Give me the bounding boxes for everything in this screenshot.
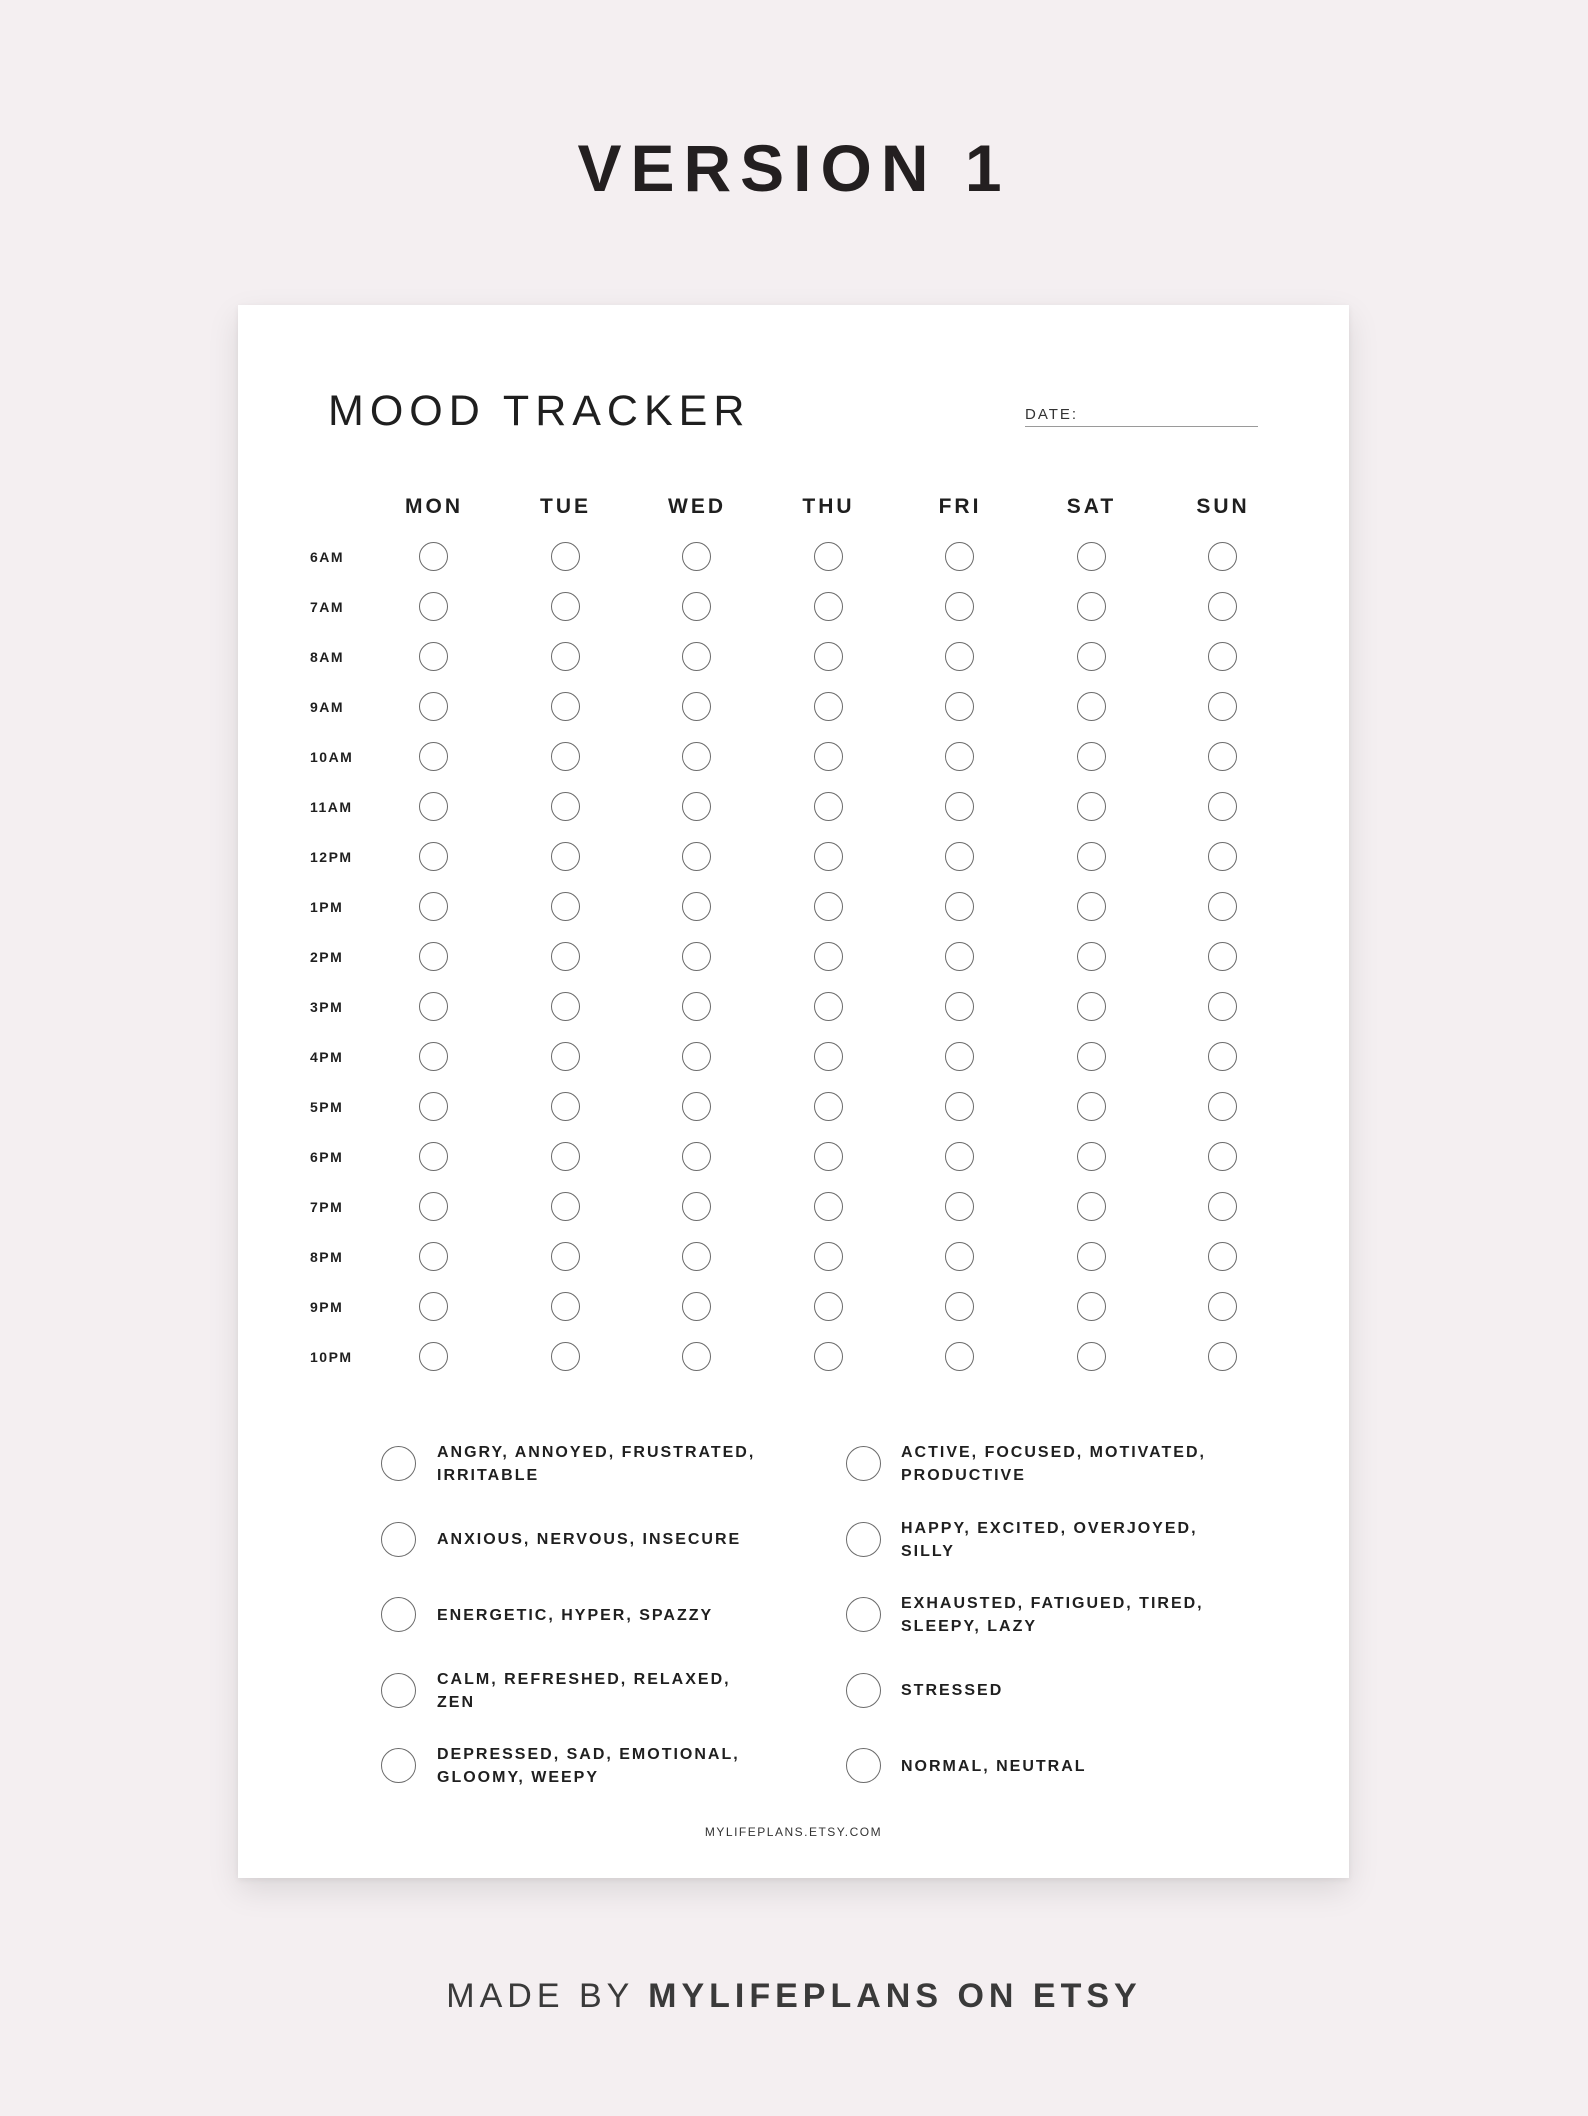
mood-circle-fri-8pm[interactable] bbox=[945, 1242, 974, 1271]
legend-circle[interactable] bbox=[846, 1597, 881, 1632]
mood-circle-thu-9pm[interactable] bbox=[814, 1292, 843, 1321]
mood-circle-mon-1pm[interactable] bbox=[419, 892, 448, 921]
mood-circle-wed-8pm[interactable] bbox=[682, 1242, 711, 1271]
mood-circle-wed-3pm[interactable] bbox=[682, 992, 711, 1021]
mood-circle-tue-5pm[interactable] bbox=[551, 1092, 580, 1121]
mood-circle-thu-1pm[interactable] bbox=[814, 892, 843, 921]
mood-circle-thu-4pm[interactable] bbox=[814, 1042, 843, 1071]
time-label-3pm: 3PM bbox=[310, 999, 344, 1015]
mood-circle-sat-7pm[interactable] bbox=[1077, 1192, 1106, 1221]
mood-circle-wed-5pm[interactable] bbox=[682, 1092, 711, 1121]
mood-circle-thu-7am[interactable] bbox=[814, 592, 843, 621]
footer-brand: MYLIFEPLANS ON ETSY bbox=[648, 1977, 1142, 2015]
mood-circle-sat-11am[interactable] bbox=[1077, 792, 1106, 821]
mood-circle-fri-12pm[interactable] bbox=[945, 842, 974, 871]
legend-label-line: GLOOMY, WEEPY bbox=[437, 1769, 600, 1786]
time-label-9am: 9AM bbox=[310, 699, 345, 715]
mood-circle-sat-10pm[interactable] bbox=[1077, 1342, 1106, 1371]
mood-circle-sun-4pm[interactable] bbox=[1208, 1042, 1237, 1071]
time-label-9pm: 9PM bbox=[310, 1299, 344, 1315]
mood-circle-sat-5pm[interactable] bbox=[1077, 1092, 1106, 1121]
time-label-7pm: 7PM bbox=[310, 1199, 344, 1215]
time-label-4pm: 4PM bbox=[310, 1049, 344, 1065]
legend-label bbox=[901, 1592, 1241, 1638]
legend-label-line: HAPPY, EXCITED, OVERJOYED, bbox=[901, 1519, 1198, 1537]
legend-label-line: ACTIVE, FOCUSED, MOTIVATED, bbox=[901, 1444, 1206, 1461]
mood-circle-thu-9am[interactable] bbox=[814, 692, 843, 721]
mood-circle-tue-3pm[interactable] bbox=[551, 992, 580, 1021]
mood-circle-wed-9am[interactable] bbox=[682, 692, 711, 721]
mood-circle-thu-6pm[interactable] bbox=[814, 1142, 843, 1171]
mood-circle-sun-1pm[interactable] bbox=[1208, 892, 1237, 921]
time-label-7am: 7AM bbox=[310, 599, 345, 615]
mood-circle-thu-10pm[interactable] bbox=[814, 1342, 843, 1371]
mood-circle-sat-10am[interactable] bbox=[1077, 742, 1106, 771]
mood-circle-sun-12pm[interactable] bbox=[1208, 842, 1237, 871]
time-label-2pm: 2PM bbox=[310, 949, 344, 965]
time-label-5pm: 5PM bbox=[310, 1099, 344, 1115]
legend-label bbox=[901, 1441, 1241, 1487]
mood-circle-sat-8am[interactable] bbox=[1077, 642, 1106, 671]
mood-circle-tue-6pm[interactable] bbox=[551, 1142, 580, 1171]
day-header-sat: SAT bbox=[1066, 495, 1117, 518]
time-label-8pm: 8PM bbox=[310, 1249, 344, 1265]
legend-circle[interactable] bbox=[846, 1522, 881, 1557]
footer-credit bbox=[0, 1977, 1588, 2016]
day-header-thu: THU bbox=[802, 495, 855, 518]
mood-circle-sat-6am[interactable] bbox=[1077, 542, 1106, 571]
legend-label bbox=[901, 1755, 1241, 1778]
mood-circle-wed-6am[interactable] bbox=[682, 542, 711, 571]
mood-circle-mon-4pm[interactable] bbox=[419, 1042, 448, 1071]
mood-circle-sun-6am[interactable] bbox=[1208, 542, 1237, 571]
mood-circle-wed-8am[interactable] bbox=[682, 642, 711, 671]
mood-circle-mon-12pm[interactable] bbox=[419, 842, 448, 871]
mood-circle-fri-9am[interactable] bbox=[945, 692, 974, 721]
mood-circle-fri-11am[interactable] bbox=[945, 792, 974, 821]
mood-circle-sun-7am[interactable] bbox=[1208, 592, 1237, 621]
mood-circle-mon-7pm[interactable] bbox=[419, 1192, 448, 1221]
mood-circle-thu-7pm[interactable] bbox=[814, 1192, 843, 1221]
mood-circle-wed-10pm[interactable] bbox=[682, 1342, 711, 1371]
mood-circle-sun-9pm[interactable] bbox=[1208, 1292, 1237, 1321]
mood-circle-sat-6pm[interactable] bbox=[1077, 1142, 1106, 1171]
time-label-6pm: 6PM bbox=[310, 1149, 344, 1165]
legend-circle[interactable] bbox=[381, 1673, 416, 1708]
mood-circle-thu-2pm[interactable] bbox=[814, 942, 843, 971]
day-header-mon: MON bbox=[405, 495, 463, 518]
time-label-1pm: 1PM bbox=[310, 899, 344, 915]
mood-circle-tue-6am[interactable] bbox=[551, 542, 580, 571]
mood-circle-thu-3pm[interactable] bbox=[814, 992, 843, 1021]
legend-label-line: DEPRESSED, SAD, EMOTIONAL, bbox=[437, 1746, 740, 1763]
mood-circle-mon-2pm[interactable] bbox=[419, 942, 448, 971]
mood-circle-mon-6am[interactable] bbox=[419, 542, 448, 571]
day-header-wed: WED bbox=[668, 495, 726, 518]
mood-circle-wed-2pm[interactable] bbox=[682, 942, 711, 971]
mood-circle-tue-1pm[interactable] bbox=[551, 892, 580, 921]
mood-circle-tue-7am[interactable] bbox=[551, 592, 580, 621]
mood-circle-thu-8am[interactable] bbox=[814, 642, 843, 671]
mood-circle-sun-10pm[interactable] bbox=[1208, 1342, 1237, 1371]
mood-circle-sat-12pm[interactable] bbox=[1077, 842, 1106, 871]
mood-circle-mon-7am[interactable] bbox=[419, 592, 448, 621]
mood-circle-fri-6pm[interactable] bbox=[945, 1142, 974, 1171]
legend-circle[interactable] bbox=[381, 1446, 416, 1481]
legend-label-line: SLEEPY, LAZY bbox=[901, 1618, 1038, 1635]
mood-circle-fri-4pm[interactable] bbox=[945, 1042, 974, 1071]
mood-circle-sat-9am[interactable] bbox=[1077, 692, 1106, 721]
legend-label-line: IRRITABLE bbox=[437, 1467, 540, 1484]
day-header-sun: SUN bbox=[1196, 495, 1250, 518]
mood-circle-sun-2pm[interactable] bbox=[1208, 942, 1237, 971]
mood-circle-tue-10am[interactable] bbox=[551, 742, 580, 771]
mood-circle-wed-1pm[interactable] bbox=[682, 892, 711, 921]
legend-label-line: PRODUCTIVE bbox=[901, 1467, 1026, 1484]
mood-circle-thu-12pm[interactable] bbox=[814, 842, 843, 871]
mood-circle-mon-8am[interactable] bbox=[419, 642, 448, 671]
time-label-12pm: 12PM bbox=[310, 849, 353, 865]
mood-circle-thu-5pm[interactable] bbox=[814, 1092, 843, 1121]
legend-label-line: ANGRY, ANNOYED, FRUSTRATED, bbox=[437, 1444, 756, 1461]
mood-circle-wed-7am[interactable] bbox=[682, 592, 711, 621]
mood-circle-sat-7am[interactable] bbox=[1077, 592, 1106, 621]
mood-circle-mon-10pm[interactable] bbox=[419, 1342, 448, 1371]
mood-circle-wed-6pm[interactable] bbox=[682, 1142, 711, 1171]
time-label-10pm: 10PM bbox=[310, 1349, 353, 1365]
legend-circle[interactable] bbox=[381, 1597, 416, 1632]
mood-circle-wed-4pm[interactable] bbox=[682, 1042, 711, 1071]
mood-circle-wed-10am[interactable] bbox=[682, 742, 711, 771]
time-label-11am: 11AM bbox=[310, 799, 353, 815]
legend-circle[interactable] bbox=[846, 1446, 881, 1481]
legend-label bbox=[901, 1679, 1241, 1702]
mood-circle-tue-9am[interactable] bbox=[551, 692, 580, 721]
mood-circle-sat-8pm[interactable] bbox=[1077, 1242, 1106, 1271]
mood-circle-sun-5pm[interactable] bbox=[1208, 1092, 1237, 1121]
mood-circle-sun-6pm[interactable] bbox=[1208, 1142, 1237, 1171]
mood-circle-sun-8am[interactable] bbox=[1208, 642, 1237, 671]
footer-prefix: MADE BY bbox=[446, 1977, 634, 2015]
legend-circle[interactable] bbox=[846, 1748, 881, 1783]
legend-label-line: ANXIOUS, NERVOUS, INSECURE bbox=[437, 1531, 742, 1548]
legend-label bbox=[437, 1604, 777, 1627]
mood-circle-sun-8pm[interactable] bbox=[1208, 1242, 1237, 1271]
mood-circle-fri-7am[interactable] bbox=[945, 592, 974, 621]
mood-circle-sat-4pm[interactable] bbox=[1077, 1042, 1106, 1071]
mood-circle-mon-10am[interactable] bbox=[419, 742, 448, 771]
mood-circle-sun-7pm[interactable] bbox=[1208, 1192, 1237, 1221]
legend-label-line: ZEN bbox=[437, 1693, 475, 1711]
legend-label bbox=[437, 1441, 777, 1487]
legend-label-line: CALM, REFRESHED, RELAXED, bbox=[437, 1670, 731, 1688]
mood-circle-wed-12pm[interactable] bbox=[682, 842, 711, 871]
day-header-fri: FRI bbox=[938, 495, 982, 518]
sheet-title: MOOD TRACKER bbox=[328, 387, 751, 435]
legend-label-line: ENERGETIC, HYPER, SPAZZY bbox=[437, 1606, 714, 1624]
mood-circle-sun-3pm[interactable] bbox=[1208, 992, 1237, 1021]
day-header-tue: TUE bbox=[540, 495, 591, 518]
time-label-10am: 10AM bbox=[310, 749, 354, 765]
legend-circle[interactable] bbox=[381, 1748, 416, 1783]
legend-label-line: STRESSED bbox=[901, 1682, 1004, 1699]
mood-circle-fri-9pm[interactable] bbox=[945, 1292, 974, 1321]
legend-label-line: NORMAL, NEUTRAL bbox=[901, 1757, 1087, 1775]
legend-label bbox=[901, 1517, 1241, 1563]
mood-circle-fri-5pm[interactable] bbox=[945, 1092, 974, 1121]
mood-circle-tue-8pm[interactable] bbox=[551, 1242, 580, 1271]
mood-circle-tue-2pm[interactable] bbox=[551, 942, 580, 971]
legend-circle[interactable] bbox=[846, 1673, 881, 1708]
mood-circle-fri-1pm[interactable] bbox=[945, 892, 974, 921]
date-field-line[interactable] bbox=[1025, 426, 1258, 427]
website-credit: MYLIFEPLANS.ETSY.COM bbox=[704, 1825, 883, 1839]
mood-circle-tue-4pm[interactable] bbox=[551, 1042, 580, 1071]
mood-circle-fri-7pm[interactable] bbox=[945, 1192, 974, 1221]
mood-circle-sun-10am[interactable] bbox=[1208, 742, 1237, 771]
mood-circle-mon-9am[interactable] bbox=[419, 692, 448, 721]
legend-label bbox=[437, 1668, 777, 1714]
mood-circle-mon-8pm[interactable] bbox=[419, 1242, 448, 1271]
mood-circle-tue-12pm[interactable] bbox=[551, 842, 580, 871]
time-label-8am: 8AM bbox=[310, 649, 345, 665]
mood-circle-fri-6am[interactable] bbox=[945, 542, 974, 571]
mood-circle-tue-9pm[interactable] bbox=[551, 1292, 580, 1321]
legend-circle[interactable] bbox=[381, 1522, 416, 1557]
mood-circle-thu-8pm[interactable] bbox=[814, 1242, 843, 1271]
mood-circle-wed-7pm[interactable] bbox=[682, 1192, 711, 1221]
legend-label bbox=[437, 1528, 777, 1551]
mood-circle-fri-2pm[interactable] bbox=[945, 942, 974, 971]
mood-circle-thu-10am[interactable] bbox=[814, 742, 843, 771]
mood-circle-thu-11am[interactable] bbox=[814, 792, 843, 821]
mood-circle-sat-3pm[interactable] bbox=[1077, 992, 1106, 1021]
mood-circle-tue-8am[interactable] bbox=[551, 642, 580, 671]
mood-circle-tue-10pm[interactable] bbox=[551, 1342, 580, 1371]
mood-circle-sun-9am[interactable] bbox=[1208, 692, 1237, 721]
mood-circle-mon-3pm[interactable] bbox=[419, 992, 448, 1021]
mood-circle-sat-9pm[interactable] bbox=[1077, 1292, 1106, 1321]
mood-circle-mon-6pm[interactable] bbox=[419, 1142, 448, 1171]
mood-circle-tue-7pm[interactable] bbox=[551, 1192, 580, 1221]
legend-label-line: EXHAUSTED, FATIGUED, TIRED, bbox=[901, 1595, 1204, 1612]
mood-circle-mon-9pm[interactable] bbox=[419, 1292, 448, 1321]
legend-label bbox=[437, 1743, 777, 1789]
version-heading: VERSION 1 bbox=[577, 131, 1011, 205]
mood-circle-fri-8am[interactable] bbox=[945, 642, 974, 671]
mood-circle-sun-11am[interactable] bbox=[1208, 792, 1237, 821]
mood-circle-wed-9pm[interactable] bbox=[682, 1292, 711, 1321]
mood-circle-thu-6am[interactable] bbox=[814, 542, 843, 571]
mood-circle-mon-5pm[interactable] bbox=[419, 1092, 448, 1121]
date-label: DATE: bbox=[1025, 406, 1079, 423]
legend-label-line: SILLY bbox=[901, 1542, 955, 1560]
mood-circle-sat-1pm[interactable] bbox=[1077, 892, 1106, 921]
mood-circle-fri-3pm[interactable] bbox=[945, 992, 974, 1021]
mood-tracker-sheet bbox=[238, 305, 1349, 1878]
mood-circle-fri-10am[interactable] bbox=[945, 742, 974, 771]
mood-circle-fri-10pm[interactable] bbox=[945, 1342, 974, 1371]
mood-circle-sat-2pm[interactable] bbox=[1077, 942, 1106, 971]
mood-circle-mon-11am[interactable] bbox=[419, 792, 448, 821]
mood-circle-tue-11am[interactable] bbox=[551, 792, 580, 821]
mood-circle-wed-11am[interactable] bbox=[682, 792, 711, 821]
time-label-6am: 6AM bbox=[310, 549, 345, 565]
